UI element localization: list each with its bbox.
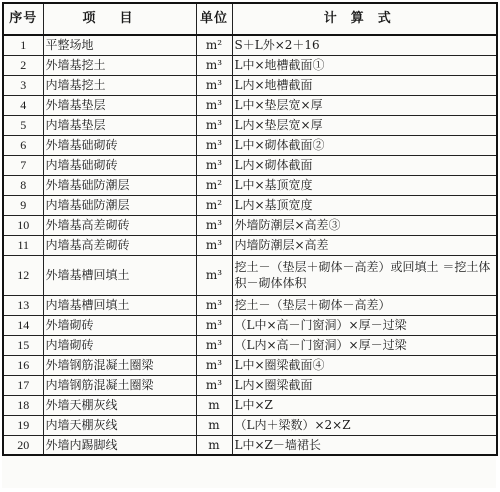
table-row: [3, 235, 497, 255]
calculation-table: [2, 2, 498, 456]
table-row: [3, 135, 497, 155]
row-formula: （L内＋梁数）×2×Z: [232, 415, 497, 435]
row-formula: L内×圈梁截面: [232, 375, 497, 395]
table-row: [3, 215, 497, 235]
row-formula: L中×基顶宽度: [232, 175, 497, 195]
row-number: 5: [3, 115, 43, 135]
row-item: 外墙天棚灰线: [43, 395, 196, 415]
row-formula: L中×Z－墙裙长: [232, 435, 497, 455]
row-formula: S＋L外×2＋16: [232, 35, 497, 55]
row-number: 10: [3, 215, 43, 235]
table-row: [3, 75, 497, 95]
row-unit: m: [196, 415, 232, 435]
row-formula: （L内×高－门窗洞）×厚－过梁: [232, 335, 497, 355]
row-formula: L内×砌体截面: [232, 155, 497, 175]
row-item: 内墙基础防潮层: [43, 195, 196, 215]
table-row: [3, 395, 497, 415]
header-row: [3, 3, 497, 35]
row-formula: L中×垫层宽×厚: [232, 95, 497, 115]
row-number: 8: [3, 175, 43, 195]
row-item: 内墙基挖土: [43, 75, 196, 95]
table-row: [3, 415, 497, 435]
row-unit: m³: [196, 155, 232, 175]
table-row: [3, 435, 497, 455]
row-formula: L中×Z: [232, 395, 497, 415]
row-item: 外墙基槽回填土: [43, 255, 196, 295]
row-number: 20: [3, 435, 43, 455]
row-formula: L内×基顶宽度: [232, 195, 497, 215]
row-formula: L中×砌体截面②: [232, 135, 497, 155]
row-item: 外墙基挖土: [43, 55, 196, 75]
row-unit: m³: [196, 295, 232, 315]
row-item: 外墙基垫层: [43, 95, 196, 115]
table-row: [3, 295, 497, 315]
row-number: 16: [3, 355, 43, 375]
row-number: 2: [3, 55, 43, 75]
row-number: 12: [3, 255, 43, 295]
row-number: 15: [3, 335, 43, 355]
row-item: 内墙基高差砌砖: [43, 235, 196, 255]
row-unit: m²: [196, 175, 232, 195]
row-number: 1: [3, 35, 43, 55]
row-unit: m³: [196, 55, 232, 75]
table-row: [3, 255, 497, 295]
table-row: [3, 195, 497, 215]
row-formula: 挖土－（垫层＋砌体－高差）或回填土 ＝挖土体积－砌体体积: [232, 255, 497, 295]
row-unit: m³: [196, 375, 232, 395]
row-number: 9: [3, 195, 43, 215]
row-item: 内墙基槽回填土: [43, 295, 196, 315]
table-row: [3, 375, 497, 395]
row-number: 4: [3, 95, 43, 115]
row-number: 11: [3, 235, 43, 255]
table-row: [3, 95, 497, 115]
row-number: 3: [3, 75, 43, 95]
row-unit: m³: [196, 255, 232, 295]
row-item: 外墙基础砌砖: [43, 135, 196, 155]
row-formula: L中×圈梁截面④: [232, 355, 497, 375]
row-number: 17: [3, 375, 43, 395]
row-formula: 内墙防潮层×高差: [232, 235, 497, 255]
row-unit: m³: [196, 115, 232, 135]
table-row: [3, 115, 497, 135]
row-item: 外墙基础防潮层: [43, 175, 196, 195]
row-item: 外墙砌砖: [43, 315, 196, 335]
table-row: [3, 35, 497, 55]
row-formula: L内×地槽截面: [232, 75, 497, 95]
table-row: [3, 315, 497, 335]
row-number: 6: [3, 135, 43, 155]
row-formula: 挖土－（垫层＋砌体－高差）: [232, 295, 497, 315]
row-unit: m³: [196, 215, 232, 235]
header-formula: 计算式: [232, 3, 497, 35]
row-number: 14: [3, 315, 43, 335]
calculation-table-document: [2, 2, 496, 488]
row-unit: m³: [196, 315, 232, 335]
row-item: 内墙钢筋混凝土圈梁: [43, 375, 196, 395]
row-formula: L中×地槽截面①: [232, 55, 497, 75]
row-unit: m³: [196, 235, 232, 255]
row-number: 19: [3, 415, 43, 435]
row-formula: L内×垫层宽×厚: [232, 115, 497, 135]
table-row: [3, 335, 497, 355]
table-row: [3, 55, 497, 75]
row-item: 外墙内踢脚线: [43, 435, 196, 455]
table-row: [3, 155, 497, 175]
row-unit: m³: [196, 75, 232, 95]
table-row: [3, 175, 497, 195]
row-formula: （L中×高－门窗洞）×厚－过梁: [232, 315, 497, 335]
row-item: 内墙基垫层: [43, 115, 196, 135]
row-item: 平整场地: [43, 35, 196, 55]
row-number: 18: [3, 395, 43, 415]
header-item: 项目: [43, 3, 196, 35]
row-item: 内墙砌砖: [43, 335, 196, 355]
row-number: 13: [3, 295, 43, 315]
row-item: 外墙钢筋混凝土圈梁: [43, 355, 196, 375]
row-unit: m³: [196, 95, 232, 115]
row-formula: 外墙防潮层×高差③: [232, 215, 497, 235]
row-item: 内墙基础砌砖: [43, 155, 196, 175]
row-unit: m: [196, 395, 232, 415]
table-row: [3, 355, 497, 375]
header-no: 序号: [3, 3, 43, 35]
row-unit: m: [196, 435, 232, 455]
row-unit: m²: [196, 35, 232, 55]
row-item: 外墙基高差砌砖: [43, 215, 196, 235]
row-unit: m³: [196, 335, 232, 355]
row-unit: m³: [196, 135, 232, 155]
row-number: 7: [3, 155, 43, 175]
row-item: 内墙天棚灰线: [43, 415, 196, 435]
row-unit: m³: [196, 355, 232, 375]
table-body: [3, 35, 497, 455]
header-unit: 单位: [196, 3, 232, 35]
row-unit: m²: [196, 195, 232, 215]
